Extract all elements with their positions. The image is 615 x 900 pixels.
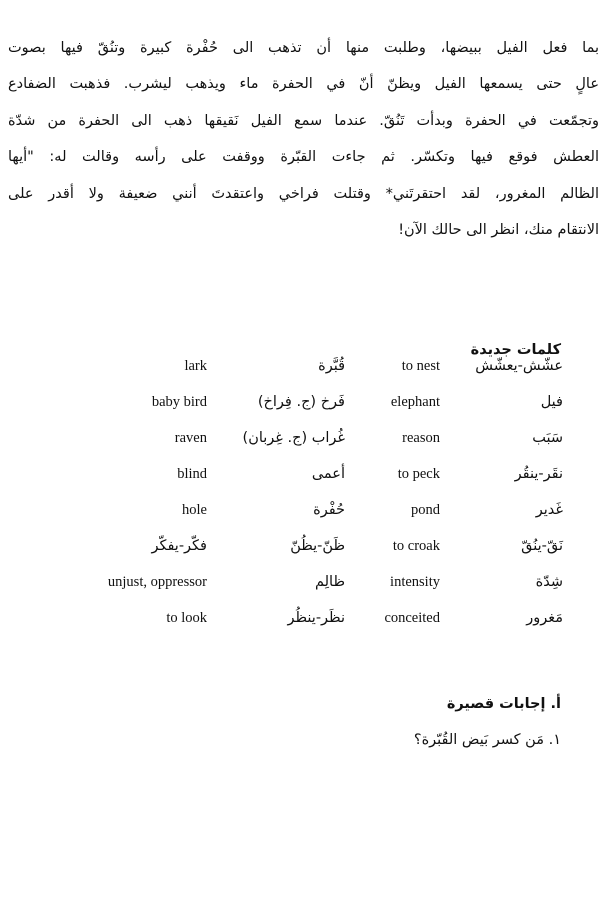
vocab-ar2: ظالِم xyxy=(314,574,345,590)
vocab-ar2: فَرخ (ج. فِراخ) xyxy=(257,394,345,410)
vocab-row xyxy=(0,466,615,496)
vocab-ar1: نقَر-ينقُر xyxy=(514,466,563,482)
vocab-ar1: نَقّ-ينُقّ xyxy=(521,538,563,554)
vocab-heading: كلمات جديدة xyxy=(470,342,561,358)
vocab-en1: intensity xyxy=(390,574,440,590)
vocab-en1: pond xyxy=(411,502,440,518)
vocab-row xyxy=(0,394,615,424)
paragraph-line: بما فعل الفيل ببيضها، وطلبت منها أن تذهب الى حُفْرة كبيرة وتنُقّ فيها بصوت xyxy=(8,40,599,56)
paragraph-line: وتجمّعت في الحفرة وبدأت تَنُقّ. عندما سمع الفيل نَقيقها ذهب الى الحفرة من شدّة xyxy=(8,112,599,129)
vocab-row xyxy=(0,502,615,532)
vocab-row xyxy=(0,610,615,640)
vocab-en2: فكّر-يفكّر xyxy=(151,538,207,554)
vocab-en2: baby bird xyxy=(151,394,207,410)
vocab-ar1: سَبَب xyxy=(532,430,563,446)
vocab-en1: conceited xyxy=(384,610,440,626)
paragraph-line: العطش فوقع فيها وتكسّر. ثم جاءت القبّرة ووقفت على رأسه وقالت له: "أيها xyxy=(8,149,599,166)
vocab-en1: to peck xyxy=(397,466,440,482)
vocab-row xyxy=(0,574,615,604)
vocab-ar2: حُفْرة xyxy=(313,502,345,518)
vocab-ar2: أعمى xyxy=(311,466,345,482)
vocab-en2: lark xyxy=(184,358,207,374)
vocab-ar1: غَدير xyxy=(535,502,563,518)
vocab-en1: reason xyxy=(402,430,440,446)
vocab-ar2: قُبَّرة xyxy=(318,358,345,374)
vocab-ar2: ظَنّ-يظُنّ xyxy=(290,538,345,554)
vocab-ar2: غُراب (ج. غِربان) xyxy=(242,430,345,446)
vocab-en2: blind xyxy=(177,466,207,482)
vocab-en1: to croak xyxy=(392,538,440,554)
paragraph-line: عالٍ حتى يسمعها الفيل ويظنّ أنّ في الحفرة ماء ويذهب ليشرب. فذهبت الضفادع xyxy=(8,76,599,93)
vocab-ar1: مَغرور xyxy=(526,610,563,626)
vocab-ar2: نظَر-ينظُر xyxy=(287,610,345,626)
vocab-en2: unjust, oppressor xyxy=(107,574,207,590)
story-paragraph xyxy=(8,34,599,252)
question-1: ١. مَن كسر بَيض القُبّرة؟ xyxy=(413,732,561,748)
vocab-en1: elephant xyxy=(390,394,440,410)
vocab-ar1: فيل xyxy=(540,394,563,410)
vocab-ar1: شِدّة xyxy=(535,574,563,590)
vocab-en2: raven xyxy=(174,430,207,446)
paragraph-line: الظالم المغرور، لقد احتقرتَني* وقتلت فراخي واعتقدتَ أنني ضعيفة ولا أقدر على xyxy=(8,185,599,202)
vocab-en2: to look xyxy=(166,610,207,626)
vocab-row xyxy=(0,538,615,568)
vocab-en2: hole xyxy=(182,502,207,518)
vocab-row xyxy=(0,430,615,460)
section-heading: أ. إجابات قصيرة xyxy=(446,696,561,712)
vocab-ar1: عشّش-يعشّش xyxy=(475,358,563,374)
paragraph-line: الانتقام منك، انظر الى حالك الآن! xyxy=(398,221,599,238)
vocab-row xyxy=(0,358,615,388)
vocab-en1: to nest xyxy=(401,358,440,374)
